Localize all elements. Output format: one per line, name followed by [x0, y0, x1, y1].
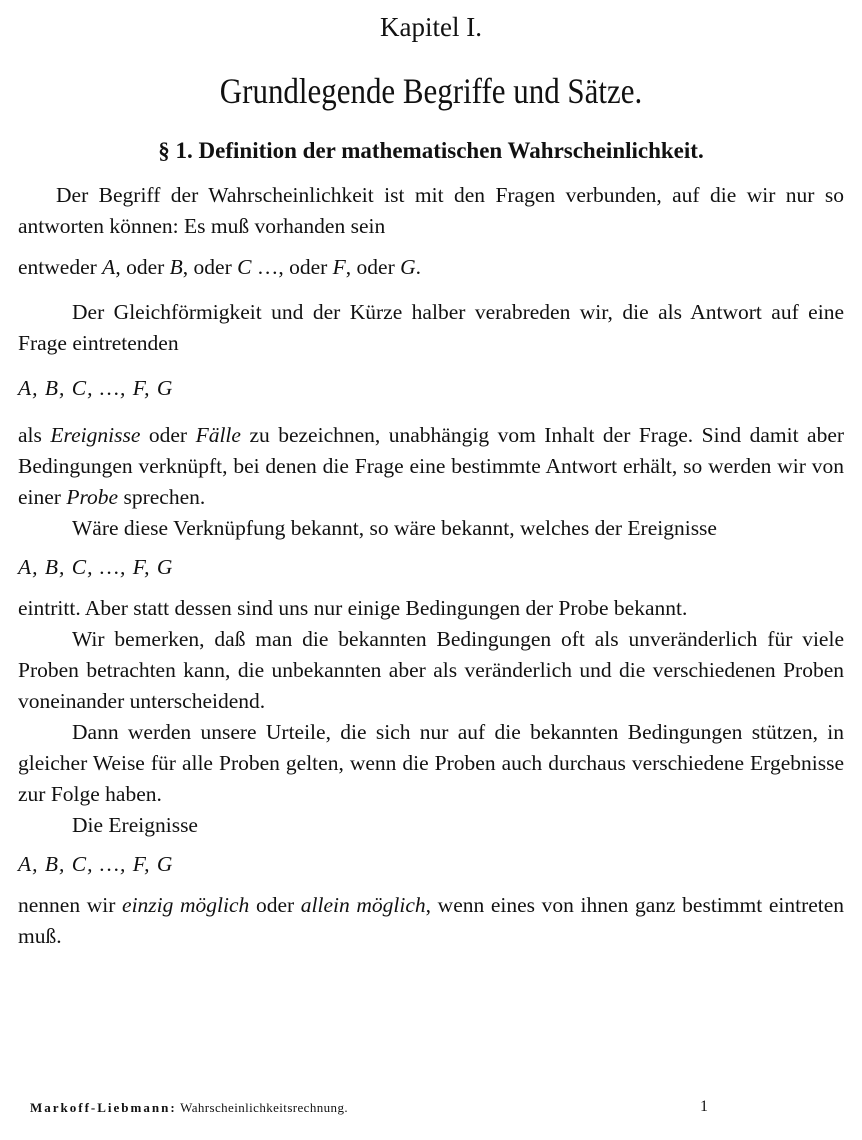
- alt-sep-3: , oder: [278, 255, 328, 279]
- p3-text-1: als: [18, 423, 42, 447]
- alt-word-either: entweder: [18, 255, 97, 279]
- p3-text-4: sprechen.: [123, 485, 206, 509]
- term-einzig-moeglich: einzig möglich: [122, 893, 250, 917]
- paragraph-4: Wäre diese Verknüpfung bekannt, so wäre bekannt, welches der Ereignisse: [72, 516, 717, 540]
- alt-f: F: [332, 255, 346, 279]
- term-probe: Probe: [66, 485, 119, 509]
- paragraph-7: Dann werden unsere Urteile, die sich nur auf die bekannten Bedingungen stützen, in gleicher Weise für alle Proben gelten, wenn die Proben auch durchaus verschiedene Ergebnisse zur Folge haben.: [18, 720, 844, 806]
- p9-text-1: nennen wir: [18, 893, 116, 917]
- alt-sep-1: , oder: [115, 255, 165, 279]
- term-faelle: Fälle: [195, 423, 241, 447]
- term-ereignisse: Ereignisse: [50, 423, 141, 447]
- term-allein-moeglich: allein möglich: [300, 893, 426, 917]
- alt-b: B: [169, 255, 183, 279]
- alt-sep-2: , oder: [182, 255, 232, 279]
- p3-text-3: zu bezeichnen, unabhängig vom Inhalt der Frage. Sind damit aber Bedingungen verknüpft, bei denen die Frage eine bestimmte Antwort erhält, so werden wir von einer: [18, 423, 845, 509]
- formula-events-2: A, B, C, …, F, G: [18, 555, 174, 579]
- p9-text-3: , wenn eines von ihnen ganz bestimmt eintreten muß.: [18, 893, 845, 948]
- page-number: 1: [700, 1098, 708, 1115]
- paragraph-1: Der Begriff der Wahrscheinlichkeit ist mit den Fragen verbunden, auf die wir nur so antworten können: Es muß vorhanden sein: [18, 183, 844, 238]
- paragraph-9: [18, 890, 844, 952]
- formula-events-3: A, B, C, …, F, G: [18, 852, 174, 876]
- alt-sep-4: , oder: [345, 255, 395, 279]
- p9-text-2: oder: [255, 893, 295, 917]
- section-heading: § 1. Definition der mathematischen Wahrscheinlichkeit.: [158, 138, 704, 163]
- footer-book-title: Wahrscheinlichkeitsrechnung.: [180, 1100, 348, 1115]
- alt-dots: …: [256, 255, 279, 279]
- paragraph-2: Der Gleichförmigkeit und der Kürze halber verabreden wir, die als Antwort auf eine Frage eintretenden: [18, 300, 844, 355]
- paragraph-5: eintritt. Aber statt dessen sind uns nur einige Bedingungen der Probe bekannt.: [18, 596, 688, 620]
- p3-text-2: oder: [148, 423, 188, 447]
- footer-signature: [30, 1100, 730, 1116]
- body-text: [18, 180, 844, 952]
- alternatives-line: [18, 252, 844, 283]
- paragraph-6: Wir bemerken, daß man die bekannten Bedingungen oft als unveränderlich für viele Proben betrachten kann, die unbekannten aber als veränderlich und die verschiedenen Proben voneinander unterscheidend.: [18, 627, 844, 713]
- footer-author: Markoff-Liebmann:: [30, 1100, 177, 1115]
- chapter-heading: Kapitel I.: [380, 12, 482, 42]
- formula-events-1: A, B, C, …, F, G: [18, 376, 174, 400]
- alt-end: .: [415, 255, 422, 279]
- paragraph-3: [18, 420, 844, 513]
- alt-a: A: [102, 255, 116, 279]
- alt-c: C: [237, 255, 252, 279]
- alt-g: G: [400, 255, 416, 279]
- paragraph-8: Die Ereignisse: [72, 813, 198, 837]
- chapter-title: Grundlegende Begriffe und Sätze.: [219, 71, 643, 111]
